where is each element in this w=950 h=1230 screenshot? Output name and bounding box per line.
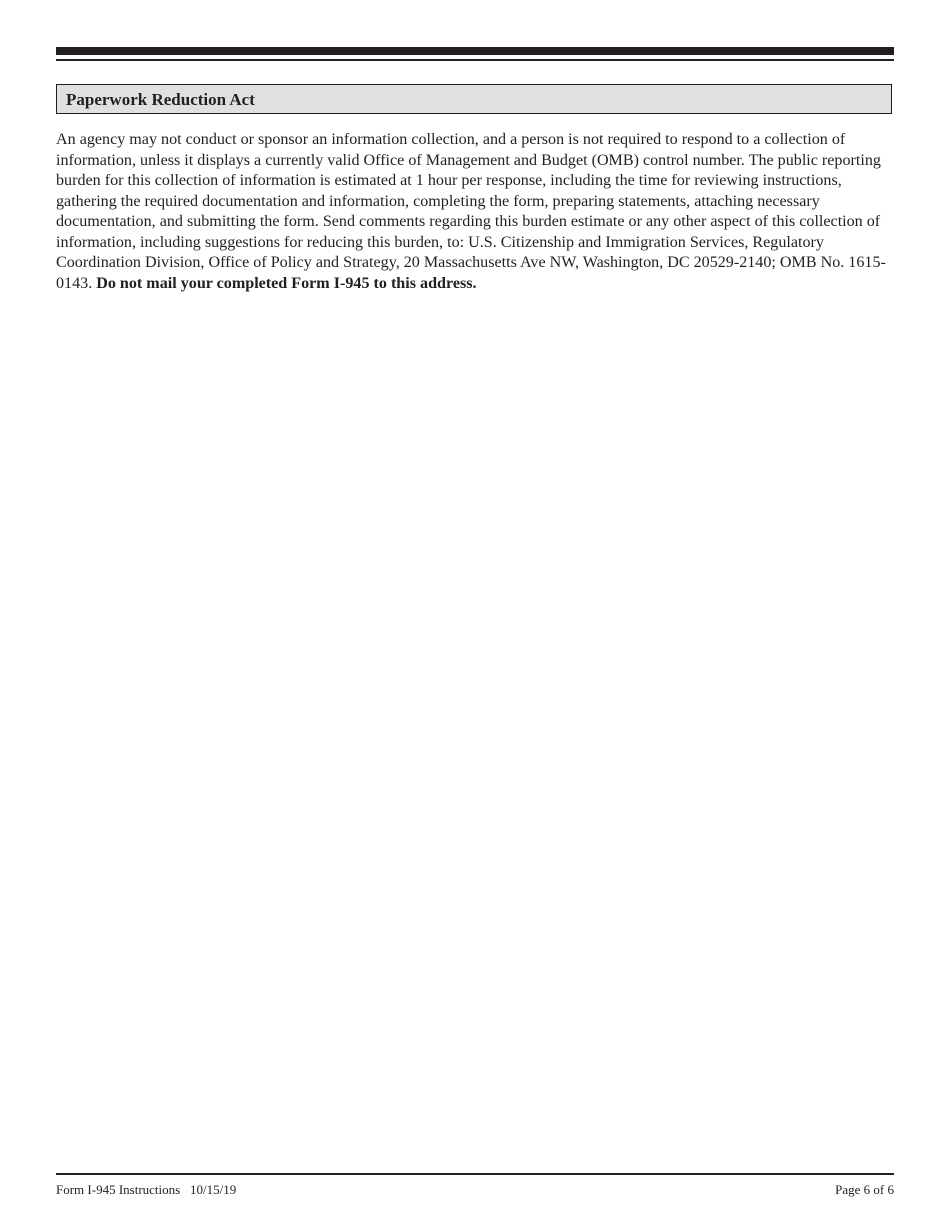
paragraph-emphasis: Do not mail your completed Form I-945 to this address. [96, 274, 477, 292]
footer-form-name: Form I-945 Instructions [56, 1182, 181, 1197]
footer-page-number: Page 6 of 6 [835, 1182, 894, 1197]
section-header-box [56, 84, 892, 114]
footer-form-info [56, 1182, 236, 1198]
paperwork-paragraph [56, 130, 894, 294]
paragraph-text: An agency may not conduct or sponsor an information collection, and a person is not required to respond to a collection of information, unless it displays a currently valid Office of Management and Budget (OMB) control number. The public reporting burden for this collection of information is estimated at 1 hour per response, including the time for reviewing instructions, gathering the required documentation and information, completing the form, preparing statements, attaching necessary documentation, and submitting the form. Send comments regarding this burden estimate or any other aspect of this collection of information, including suggestions for reducing this burden, to: U.S. Citizenship and Immigration Services, Regulatory Coordination Division, Office of Policy and Strategy, 20 Massachusetts Ave NW, Washington, DC 20529-2140; OMB No. 1615-0143. [56, 131, 886, 292]
section-title: Paperwork Reduction Act [66, 90, 255, 109]
footer-edition-date: 10/15/19 [189, 1182, 237, 1197]
footer-rule [56, 1173, 894, 1175]
header-rule-thick [56, 47, 894, 55]
header-rule-thin [56, 59, 894, 61]
